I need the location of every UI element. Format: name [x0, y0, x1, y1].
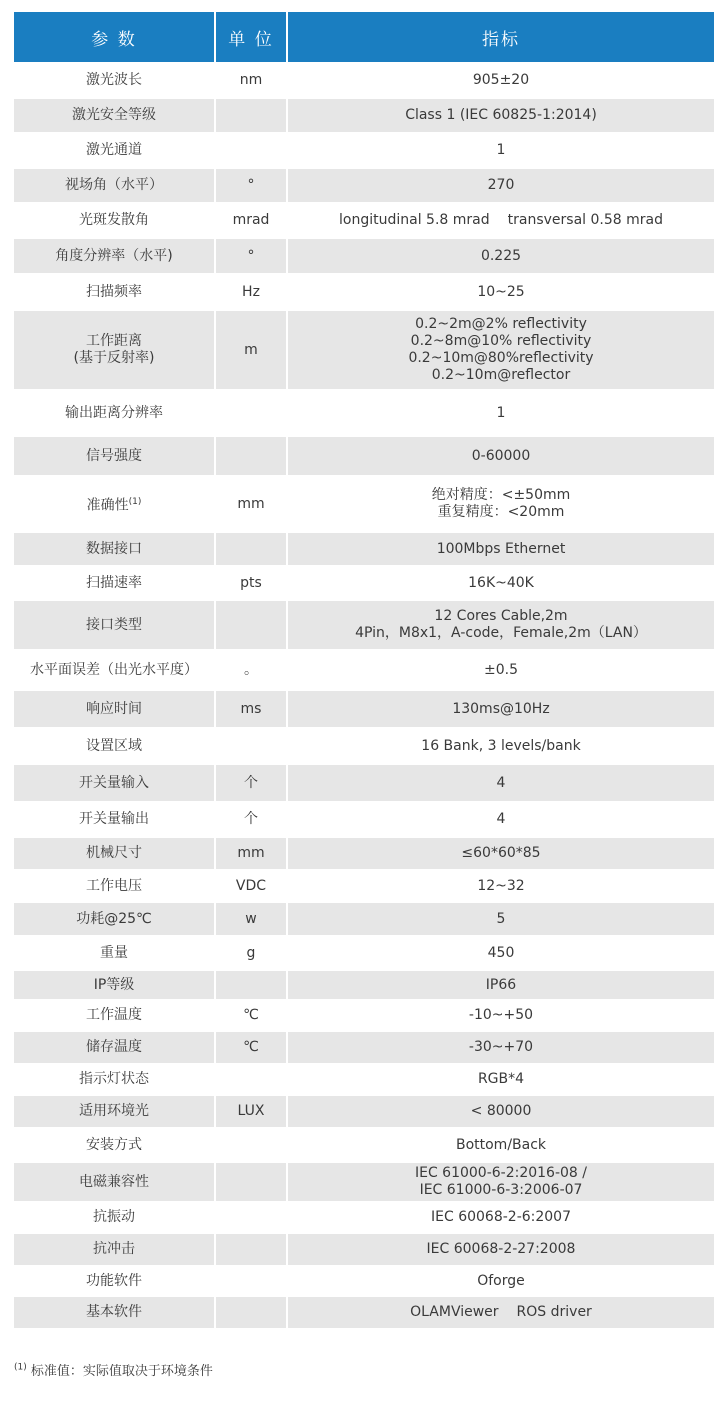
unit-cell: VDC [214, 871, 286, 903]
spec-cell: IEC 60068-2-27:2008 [286, 1234, 714, 1267]
unit-cell [214, 1297, 286, 1330]
param-cell [14, 239, 214, 275]
param-cell [14, 729, 214, 765]
param-cell [14, 169, 214, 204]
unit-cell: mrad [214, 204, 286, 239]
table-row [14, 937, 714, 971]
unit-cell [214, 1163, 286, 1203]
spec-cell: IP66 [286, 971, 714, 1001]
unit-cell [214, 391, 286, 437]
param-label: 开关量输出 [79, 811, 149, 827]
param-label: 工作距离 [86, 333, 142, 349]
unit-cell [214, 437, 286, 477]
param-label: 开关量输入 [79, 774, 149, 791]
footnote [14, 1360, 213, 1379]
param-label: 抗冲击 [93, 1241, 135, 1257]
param-label: 功耗@25℃ [76, 910, 152, 927]
param-label: 输出距离分辨率 [65, 404, 163, 421]
unit-cell [214, 1065, 286, 1096]
param-label: 扫描速率 [86, 574, 142, 591]
spec-cell: Class 1 (IEC 60825-1:2014) [286, 99, 714, 134]
spec-cell: Bottom/Back [286, 1129, 714, 1163]
param-cell [14, 838, 214, 871]
table-row [14, 1234, 714, 1267]
table-row [14, 903, 714, 937]
table-row [14, 971, 714, 1001]
table-row [14, 651, 714, 691]
spec-cell: 12~32 [286, 871, 714, 903]
spec-part: ROS driver [516, 1304, 592, 1320]
table-row [14, 99, 714, 134]
table-row [14, 275, 714, 311]
unit-cell: ° [214, 169, 286, 204]
param-cell [14, 1297, 214, 1330]
param-label: 接口类型 [86, 616, 142, 633]
unit-cell [214, 1203, 286, 1234]
param-label: 功能软件 [86, 1272, 142, 1289]
param-cell [14, 134, 214, 169]
table-row [14, 1129, 714, 1163]
spec-cell: 0-60000 [286, 437, 714, 477]
param-cell [14, 1032, 214, 1065]
unit-cell: pts [214, 567, 286, 601]
table-row [14, 134, 714, 169]
footnote-text: 标准值：实际值取决于环境条件 [30, 1364, 213, 1379]
param-label: 设置区域 [86, 737, 142, 754]
spec-line: 4Pin，M8x1，A-code，Female,2m（LAN） [355, 625, 647, 641]
param-label: 水平面误差（出光水平度） [30, 661, 198, 678]
footnote-marker: (1) [14, 1362, 27, 1373]
param-label: 数据接口 [86, 540, 142, 557]
param-cell [14, 533, 214, 567]
param-cell [14, 937, 214, 971]
table-row [14, 567, 714, 601]
param-label: 适用环境光 [79, 1103, 149, 1119]
param-cell [14, 311, 214, 391]
table-header-row [14, 12, 714, 64]
param-label: 角度分辨率（水平) [55, 247, 173, 264]
unit-cell [214, 971, 286, 1001]
spec-cell: 1 [286, 134, 714, 169]
unit-cell: g [214, 937, 286, 971]
spec-cell [286, 311, 714, 391]
table-row [14, 838, 714, 871]
table-row [14, 1297, 714, 1330]
table-row [14, 1032, 714, 1065]
param-cell [14, 1065, 214, 1096]
param-cell [14, 691, 214, 729]
param-label: 工作电压 [86, 877, 142, 894]
param-cell [14, 971, 214, 1001]
param-cell [14, 601, 214, 651]
param-label: 储存温度 [86, 1039, 142, 1055]
param-label: 激光波长 [86, 72, 142, 88]
table-row [14, 803, 714, 838]
unit-cell: m [214, 311, 286, 391]
unit-cell: mm [214, 838, 286, 871]
table-row [14, 1065, 714, 1096]
param-label: IP等级 [93, 976, 135, 993]
param-label-sub: (基于反射率) [73, 350, 155, 366]
param-label: 机械尺寸 [86, 845, 142, 861]
unit-cell: 个 [214, 803, 286, 838]
spec-part: OLAMViewer [410, 1304, 499, 1320]
header-spec: 指标 [286, 12, 714, 64]
unit-cell: 个 [214, 765, 286, 803]
param-cell [14, 1129, 214, 1163]
param-label: 光斑发散角 [79, 212, 149, 228]
spec-cell: 5 [286, 903, 714, 937]
param-cell [14, 803, 214, 838]
spec-line: 绝对精度：<±50mm [431, 487, 571, 503]
table-row [14, 437, 714, 477]
spec-cell: 4 [286, 765, 714, 803]
param-label: 重量 [100, 944, 128, 961]
param-label: 准确性 [86, 497, 129, 514]
param-label: 安装方式 [86, 1136, 142, 1153]
unit-cell: nm [214, 64, 286, 99]
spec-cell [286, 1163, 714, 1203]
table-row [14, 1203, 714, 1234]
spec-cell: 130ms@10Hz [286, 691, 714, 729]
param-cell [14, 1096, 214, 1129]
header-param: 参 数 [14, 12, 214, 64]
unit-cell: mm [214, 477, 286, 533]
spec-table [14, 12, 714, 1330]
spec-cell: 16K~40K [286, 567, 714, 601]
unit-cell [214, 99, 286, 134]
spec-line: 0.2~8m@10% reflectivity [410, 333, 592, 349]
table-row [14, 533, 714, 567]
param-cell [14, 1234, 214, 1267]
spec-line: 12 Cores Cable,2m [434, 608, 568, 624]
param-label: 响应时间 [86, 700, 142, 717]
table-row [14, 1096, 714, 1129]
spec-cell: -10~+50 [286, 1001, 714, 1032]
spec-cell: 4 [286, 803, 714, 838]
unit-cell [214, 729, 286, 765]
unit-cell [214, 533, 286, 567]
table-row [14, 239, 714, 275]
footnote-ref: (1) [128, 496, 142, 507]
param-cell [14, 567, 214, 601]
param-cell [14, 1203, 214, 1234]
param-cell [14, 651, 214, 691]
spec-cell: 1 [286, 391, 714, 437]
table-row [14, 1267, 714, 1297]
unit-cell: 。 [214, 651, 286, 691]
table-row [14, 765, 714, 803]
param-label: 指示灯状态 [79, 1071, 149, 1087]
unit-cell: ℃ [214, 1032, 286, 1065]
param-cell [14, 204, 214, 239]
spec-cell: 100Mbps Ethernet [286, 533, 714, 567]
spec-cell [286, 601, 714, 651]
header-unit: 单 位 [214, 12, 286, 64]
param-cell [14, 275, 214, 311]
unit-cell: ms [214, 691, 286, 729]
unit-cell [214, 1267, 286, 1297]
param-label: 视场角（水平） [65, 177, 163, 193]
spec-cell [286, 1297, 714, 1330]
spec-line: 0.2~10m@80%reflectivity [408, 350, 594, 366]
unit-cell: ° [214, 239, 286, 275]
unit-cell: Hz [214, 275, 286, 311]
spec-cell: -30~+70 [286, 1032, 714, 1065]
table-row [14, 477, 714, 533]
spec-line: IEC 61000-6-3:2006-07 [419, 1182, 583, 1198]
spec-cell: ≤60*60*85 [286, 838, 714, 871]
param-cell [14, 437, 214, 477]
spec-cell: 905±20 [286, 64, 714, 99]
table-row [14, 169, 714, 204]
param-label: 扫描频率 [86, 283, 142, 300]
param-cell [14, 903, 214, 937]
unit-cell: w [214, 903, 286, 937]
param-cell [14, 1163, 214, 1203]
param-cell [14, 99, 214, 134]
table-row [14, 391, 714, 437]
spec-cell: 16 Bank, 3 levels/bank [286, 729, 714, 765]
spec-cell: < 80000 [286, 1096, 714, 1129]
table-row [14, 691, 714, 729]
spec-line: 0.2~10m@reflector [431, 367, 571, 383]
spec-cell: ±0.5 [286, 651, 714, 691]
param-label: 抗振动 [93, 1209, 135, 1225]
param-cell [14, 64, 214, 99]
spec-line: IEC 61000-6-2:2016-08 / [414, 1165, 588, 1181]
param-cell [14, 1001, 214, 1032]
param-label: 电磁兼容性 [79, 1173, 149, 1190]
table-row [14, 1001, 714, 1032]
unit-cell [214, 1129, 286, 1163]
param-label: 工作温度 [86, 1007, 142, 1023]
spec-cell: 10~25 [286, 275, 714, 311]
spec-part: transversal 0.58 mrad [507, 212, 663, 228]
param-cell [14, 391, 214, 437]
table-row [14, 729, 714, 765]
param-cell [14, 1267, 214, 1297]
param-cell [14, 765, 214, 803]
param-label: 激光安全等级 [72, 107, 156, 123]
param-label: 基本软件 [86, 1304, 142, 1320]
table-row [14, 204, 714, 239]
spec-line: 0.2~2m@2% reflectivity [415, 316, 587, 332]
spec-line: 重复精度：<20mm [437, 504, 565, 520]
param-label: 信号强度 [86, 447, 142, 464]
unit-cell [214, 1234, 286, 1267]
table-row [14, 601, 714, 651]
spec-cell: Oforge [286, 1267, 714, 1297]
table-row [14, 871, 714, 903]
unit-cell [214, 134, 286, 169]
spec-cell: 270 [286, 169, 714, 204]
unit-cell: ℃ [214, 1001, 286, 1032]
param-cell [14, 871, 214, 903]
unit-cell: LUX [214, 1096, 286, 1129]
param-label: 激光通道 [86, 142, 142, 158]
spec-part: longitudinal 5.8 mrad [339, 212, 490, 228]
spec-cell: 0.225 [286, 239, 714, 275]
spec-cell [286, 204, 714, 239]
unit-cell [214, 601, 286, 651]
table-row [14, 311, 714, 391]
spec-cell: RGB*4 [286, 1065, 714, 1096]
spec-cell: IEC 60068-2-6:2007 [286, 1203, 714, 1234]
spec-cell: 450 [286, 937, 714, 971]
table-row [14, 1163, 714, 1203]
param-cell [14, 477, 214, 533]
table-row [14, 64, 714, 99]
spec-cell [286, 477, 714, 533]
